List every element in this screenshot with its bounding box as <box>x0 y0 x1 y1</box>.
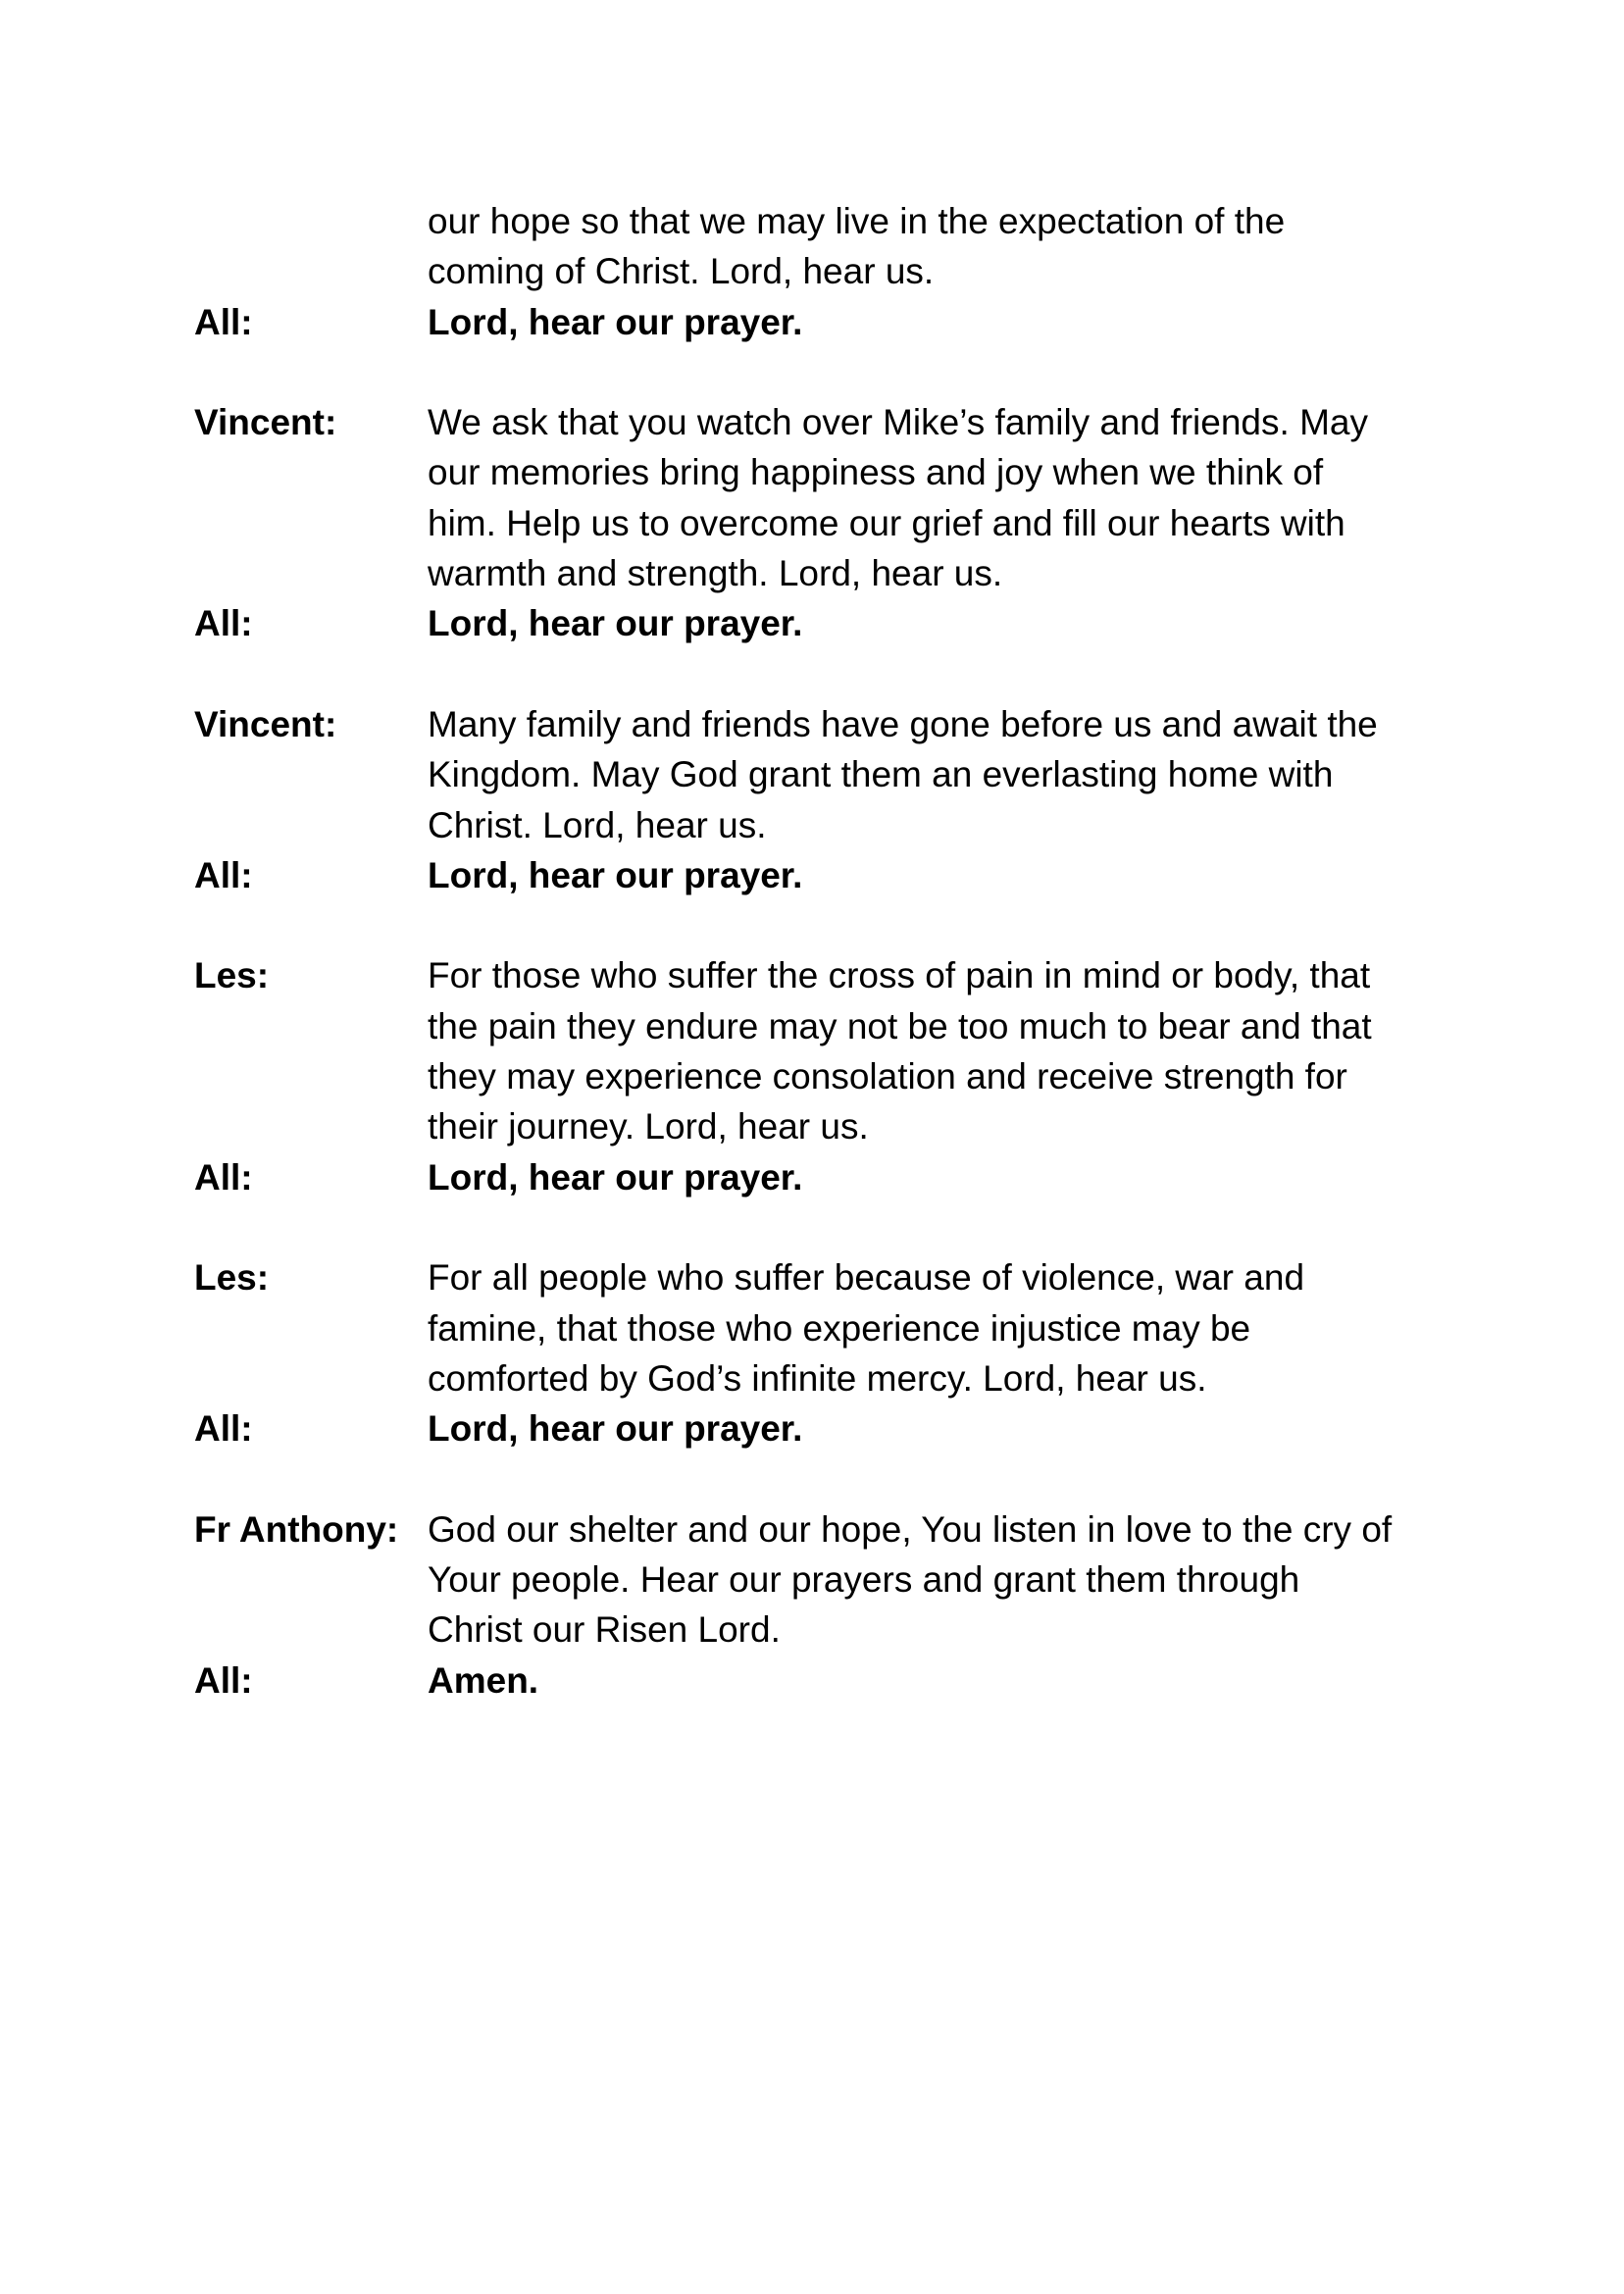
response-speaker-label: All: <box>194 1156 253 1198</box>
text-line: the pain they endure may not be too much to bear and that <box>428 1005 1372 1046</box>
response-speaker-label: All: <box>194 603 253 644</box>
text-line: For all people who suffer because of violence, war and <box>428 1257 1305 1299</box>
text-line: they may experience consolation and receive strength for <box>428 1056 1347 1097</box>
response-row <box>194 850 1449 900</box>
petition-text <box>428 950 1449 1151</box>
text-line: coming of Christ. Lord, hear us. <box>428 251 935 292</box>
text-line: God our shelter and our hope, You listen in love to the cry of <box>428 1508 1393 1550</box>
response-row <box>194 1656 1449 1706</box>
petition-block <box>194 950 1449 1151</box>
petition-text <box>428 699 1449 850</box>
petition-text <box>428 1504 1449 1656</box>
spacer <box>194 1453 1449 1504</box>
spacer <box>194 649 1449 699</box>
petition-block <box>194 1504 1449 1656</box>
text-line: Christ our Risen Lord. <box>428 1609 781 1651</box>
text-line: Many family and friends have gone before us and await the <box>428 703 1378 744</box>
text-line: Your people. Hear our prayers and grant them through <box>428 1559 1300 1601</box>
response-text: Lord, hear our prayer. <box>428 603 803 644</box>
text-line: Kingdom. May God grant them an everlasting home with <box>428 754 1334 795</box>
text-line: For those who suffer the cross of pain in mind or body, that <box>428 955 1371 996</box>
response-speaker-label: All: <box>194 1408 253 1450</box>
petition-block <box>194 1252 1449 1403</box>
text-line: warmth and strength. Lord, hear us. <box>428 553 1003 594</box>
response-speaker-label: All: <box>194 1659 253 1701</box>
petition-text <box>428 1252 1449 1403</box>
petition-block <box>194 699 1449 850</box>
response-row <box>194 297 1449 347</box>
text-line: Christ. Lord, hear us. <box>428 804 767 845</box>
text-line: their journey. Lord, hear us. <box>428 1106 869 1147</box>
text-line: comforted by God’s infinite mercy. Lord, hear us. <box>428 1357 1207 1399</box>
response-speaker-label: All: <box>194 854 253 895</box>
response-text: Amen. <box>428 1659 539 1701</box>
text-line: him. Help us to overcome our grief and fill our hearts with <box>428 502 1345 543</box>
speaker-label: Les: <box>194 1257 270 1299</box>
prayer-text <box>194 196 1449 1706</box>
spacer <box>194 900 1449 950</box>
text-line: our memories bring happiness and joy when we think of <box>428 452 1324 493</box>
response-row <box>194 1403 1449 1453</box>
petition-text <box>428 196 1449 297</box>
response-row <box>194 1152 1449 1202</box>
response-text: Lord, hear our prayer. <box>428 1156 803 1198</box>
speaker-label: Les: <box>194 955 270 996</box>
petition-text <box>428 397 1449 598</box>
spacer <box>194 1202 1449 1252</box>
speaker-label: Vincent: <box>194 703 337 744</box>
speaker-label: Vincent: <box>194 402 337 443</box>
response-row <box>194 598 1449 648</box>
text-line: famine, that those who experience injustice may be <box>428 1307 1251 1349</box>
response-text: Lord, hear our prayer. <box>428 1408 803 1450</box>
response-speaker-label: All: <box>194 301 253 342</box>
response-text: Lord, hear our prayer. <box>428 301 803 342</box>
petition-block <box>194 196 1449 297</box>
text-line: our hope so that we may live in the expectation of the <box>428 201 1286 241</box>
speaker-label: Fr Anthony: <box>194 1508 399 1550</box>
petition-block <box>194 397 1449 598</box>
text-line: We ask that you watch over Mike’s family and friends. May <box>428 402 1368 443</box>
spacer <box>194 347 1449 397</box>
response-text: Lord, hear our prayer. <box>428 854 803 895</box>
